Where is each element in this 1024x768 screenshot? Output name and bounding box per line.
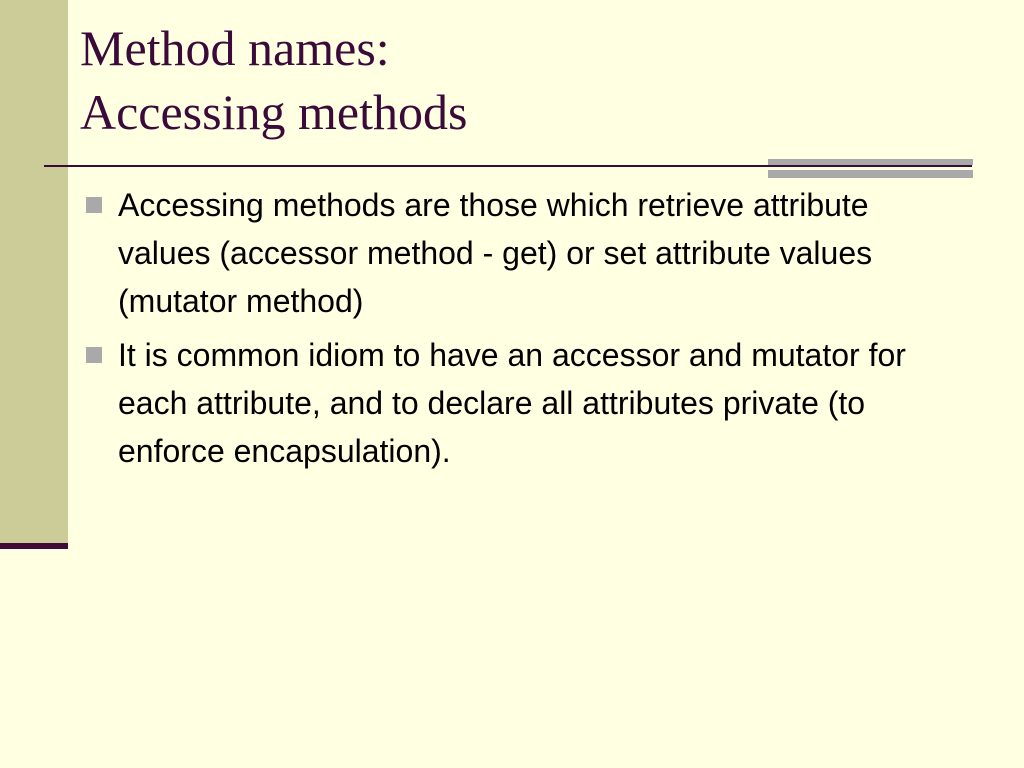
divider-accent-bar-bottom bbox=[768, 170, 973, 178]
left-sidebar-band bbox=[0, 0, 68, 545]
title-divider-line bbox=[44, 165, 972, 167]
bullet-list bbox=[86, 181, 916, 481]
bullet-item-accessing-methods bbox=[86, 181, 916, 325]
bullet-item-common-idiom bbox=[86, 331, 916, 475]
slide-title-line-2: Accessing methods bbox=[80, 84, 468, 140]
bullet-text: It is common idiom to have an accessor and mutator for each attribute, and to declare all attributes private (to enforce encapsulation). bbox=[118, 337, 906, 469]
bullet-text: Accessing methods are those which retrieve attribute values (accessor method - get) or set attribute values (mutator method) bbox=[118, 187, 873, 319]
square-bullet-icon bbox=[86, 197, 102, 213]
divider-accent-bar-top bbox=[768, 159, 973, 165]
slide-title-line-1: Method names: bbox=[80, 20, 390, 76]
left-sidebar-accent-line bbox=[0, 543, 68, 549]
square-bullet-icon bbox=[86, 347, 102, 363]
slide-title bbox=[80, 16, 467, 144]
